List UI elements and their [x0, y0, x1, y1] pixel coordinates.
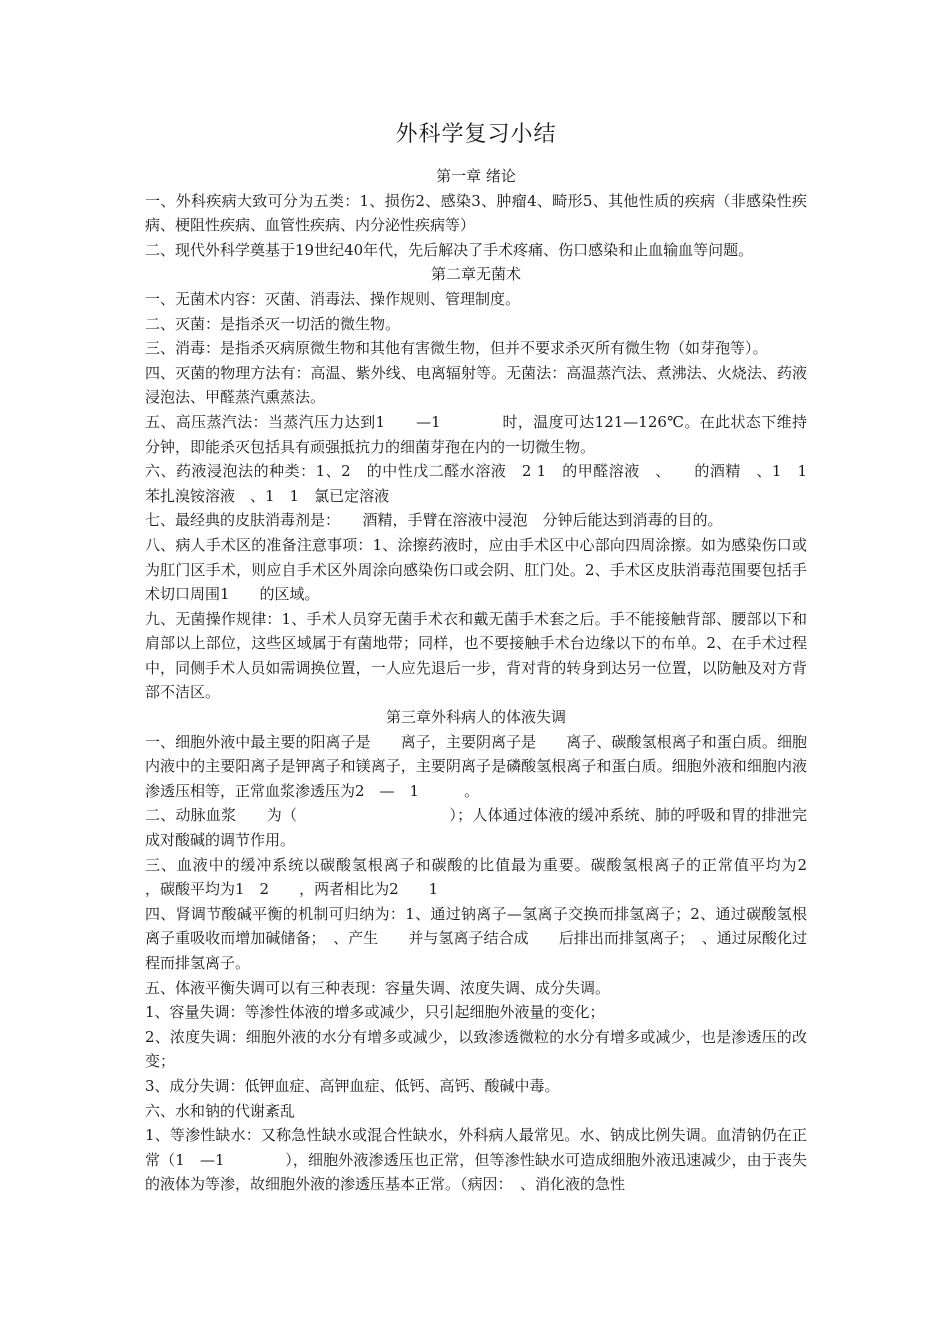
paragraph: 五、体液平衡失调可以有三种表现：容量失调、浓度失调、成分失调。	[145, 978, 611, 997]
paragraph: 六、药液浸泡法的种类：1、2 的中性戊二醛水溶液 2 1 的甲醛溶液 、 的酒精 、1 1 苯扎溴铵溶液 、1 1 氯已定溶液	[145, 462, 823, 505]
paragraph: 3、成分失调：低钾血症、高钾血症、低钙、高钙、酸碱中毒。	[145, 1076, 560, 1095]
document-title: 外科学复习小结	[395, 122, 557, 147]
paragraph: 四、灭菌的物理方法有：高温、紫外线、电离辐射等。无菌法：高温蒸汽法、煮沸法、火烧法、药液浸泡法、甲醛蒸汽熏蒸法。	[145, 363, 807, 407]
paragraph: 九、无菌操作规律：1、手术人员穿无菌手术衣和戴无菌手术套之后。手不能接触背部、腰部以下和肩部以上部位，这些区域属于有菌地带；同样，也不要接触手术台边缘以下的布单。2、在手术过程中，同侧手术人员如需调换位置，一人应先退后一步，背对背的转身到达另一位置，以防触及对方背部不洁区。	[145, 609, 807, 702]
paragraph: 一、无菌术内容：灭菌、消毒法、操作规则、管理制度。	[145, 289, 521, 308]
paragraph: 二、现代外科学奠基于19世纪40年代，先后解决了手术疼痛、伤口感染和止血输血等问题。	[145, 240, 754, 259]
paragraph: 三、血液中的缓冲系统以碳酸氢根离子和碳酸的比值最为重要。碳酸氢根离子的正常值平均为2 ，碳酸平均为1 2 ，两者相比为2 1	[145, 855, 853, 899]
paragraph: 五、高压蒸汽法：当蒸汽压力达到1 —1 时，温度可达121—126℃。在此状态下维持 分钟，即能杀灭包括具有顽强抵抗力的细菌芽孢在内的一切微生物。	[145, 412, 823, 456]
paragraph: 一、细胞外液中最主要的阳离子是 离子，主要阴离子是 离子、碳酸氢根离子和蛋白质。细胞内液中的主要阳离子是钾离子和镁离子，主要阴离子是磷酸氢根离子和蛋白质。细胞外液和细胞内液渗透压相等，正常血浆渗透压为2 — 1 。	[145, 732, 807, 800]
paragraph: 1、容量失调：等渗性体液的增多或减少，只引起细胞外液量的变化；	[145, 1003, 605, 1022]
document-page	[145, 118, 853, 1197]
paragraph: 六、水和钠的代谢紊乱	[145, 1101, 296, 1120]
paragraph: 三、消毒：是指杀灭病原微生物和其他有害微生物，但并不要求杀灭所有微生物（如芽孢等）。	[145, 339, 768, 358]
paragraph: 四、肾调节酸碱平衡的机制可归纳为：1、通过钠离子—氢离子交换而排氢离子；2、通过碳酸氢根离子重吸收而增加碱储备； 、产生 并与氢离子结合成 后排出而排氢离子； 、通过尿酸化过程而排氢离子。	[145, 904, 807, 972]
chapter-1-heading: 第一章 绪论	[436, 167, 516, 185]
paragraph: 2、浓度失调：细胞外液的水分有增多或减少，以致渗透微粒的水分有增多或减少，也是渗透压的改变；	[145, 1027, 807, 1071]
paragraph: 二、动脉血浆 为（ ）；人体通过体液的缓冲系统、肺的呼吸和胃的排泄完成对酸碱的调节作用。	[145, 806, 807, 850]
paragraph: 一、外科疾病大致可分为五类：1、损伤2、感染3、肿瘤4、畸形5、其他性质的疾病（非感染性疾病、梗阻性疾病、血管性疾病、内分泌性疾病等）	[145, 191, 807, 235]
paragraph: 七、最经典的皮肤消毒剂是： 酒精，手臂在溶液中浸泡 分钟后能达到消毒的目的。	[145, 511, 723, 530]
chapter-2-heading: 第二章无菌术	[430, 265, 521, 284]
paragraph: 八、病人手术区的准备注意事项：1、涂擦药液时，应由手术区中心部向四周涂擦。如为感染伤口或为肛门区手术，则应自手术区外周涂向感染伤口或会阴、肛门处。2、手术区皮肤消毒范围要包括手术切口周围1 的区域。	[145, 535, 807, 604]
paragraph: 1、等渗性缺水：又称急性缺水或混合性缺水，外科病人最常见。水、钠成比例失调。血清钠仍在正常（1 —1 ），细胞外液渗透压也正常，但等渗性缺水可造成细胞外液迅速减少，由于丧失的液体为等渗，故细胞外液的渗透压基本正常。（病因： 、消化液的急性	[145, 1126, 807, 1194]
paragraph: 二、灭菌：是指杀灭一切活的微生物。	[145, 314, 401, 333]
chapter-3-heading: 第三章外科病人的体液失调	[385, 708, 566, 727]
